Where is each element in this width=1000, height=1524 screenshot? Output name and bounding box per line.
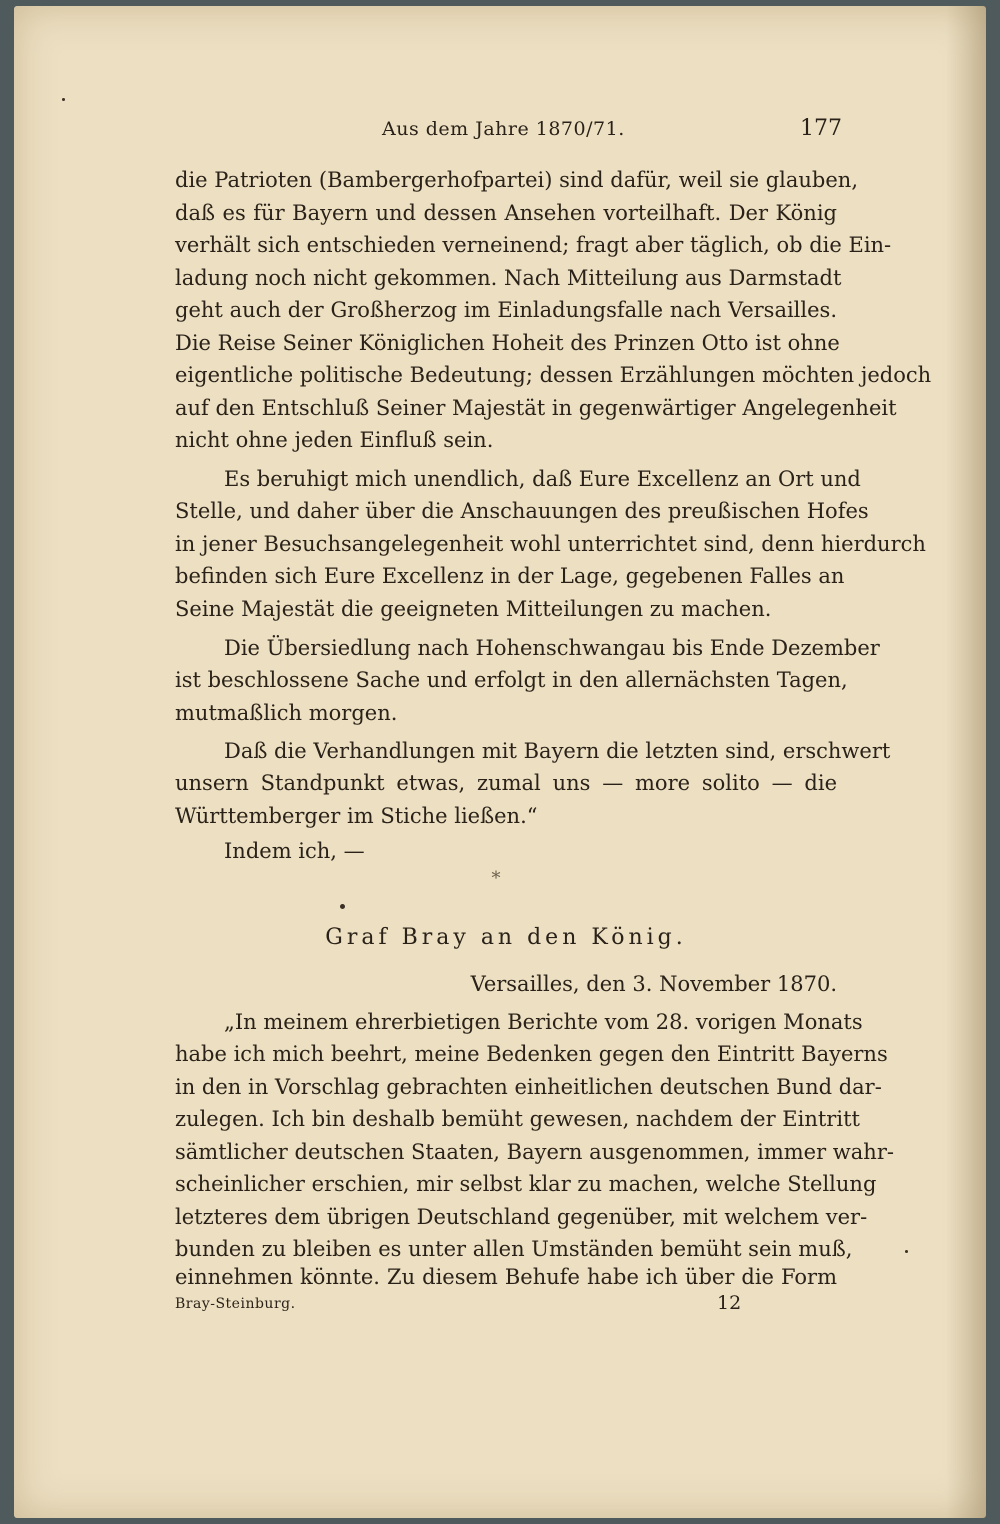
page-number: 177 [800, 116, 842, 141]
text-line: Die Reise Seiner Königlichen Hoheit des Prinzen Otto ist ohne [175, 331, 840, 355]
letter-line: in den in Vorschlag gebrachten einheitlichen deutschen Bund dar- [175, 1075, 882, 1099]
text-line: Die Übersiedlung nach Hohenschwangau bis Ende Dezember [224, 636, 880, 660]
text-line: Indem ich, — [224, 839, 365, 863]
text-line: geht auch der Großherzog im Einladungsfalle nach Versailles. [175, 298, 837, 322]
section-heading: Graf Bray an den König. [325, 925, 687, 950]
text-line: befinden sich Eure Excellenz in der Lage, gegebenen Falles an [175, 564, 845, 588]
ink-speck [905, 1250, 908, 1253]
dateline: Versailles, den 3. November 1870. [470, 972, 837, 996]
section-separator: * [491, 868, 501, 889]
letter-line: sämtlicher deutschen Staaten, Bayern ausgenommen, immer wahr- [175, 1140, 894, 1164]
page-edge-shadow [946, 6, 986, 1518]
text-line: in jener Besuchsangelegenheit wohl unterrichtet sind, denn hierdurch [175, 532, 926, 556]
text-line: ist beschlossene Sache und erfolgt in den allernächsten Tagen, [175, 668, 848, 692]
text-line: auf den Entschluß Seiner Majestät in gegenwärtiger Angelegenheit [175, 396, 897, 420]
text-line: unsern Standpunkt etwas, zumal uns — more solito — die [175, 771, 837, 795]
sheet-number: 12 [717, 1292, 742, 1314]
ink-speck [62, 98, 65, 101]
letter-line: habe ich mich beehrt, meine Bedenken gegen den Eintritt Bayerns [175, 1042, 888, 1066]
text-line: mutmaßlich morgen. [175, 701, 398, 725]
text-line: Es beruhigt mich unendlich, daß Eure Excellenz an Ort und [224, 467, 861, 491]
text-line: die Patrioten (Bambergerhofpartei) sind dafür, weil sie glauben, [175, 168, 859, 192]
letter-line: „In meinem ehrerbietigen Berichte vom 28. vorigen Monats [224, 1010, 863, 1034]
letter-line: bunden zu bleiben es unter allen Umständen bemüht sein muß, [175, 1237, 853, 1261]
letter-line: scheinlicher erschien, mir selbst klar zu machen, welche Stellung [175, 1172, 877, 1196]
ink-speck [340, 904, 345, 909]
footer-signature: Bray-Steinburg. [175, 1296, 296, 1312]
text-line: verhält sich entschieden verneinend; fragt aber täglich, ob die Ein- [175, 233, 892, 257]
letter-line: zulegen. Ich bin deshalb bemüht gewesen, nachdem der Eintritt [175, 1107, 860, 1131]
letter-line: letzteres dem übrigen Deutschland gegenüber, mit welchem ver- [175, 1205, 868, 1229]
text-line: Württemberger im Stiche ließen.“ [175, 804, 538, 828]
page-header [160, 116, 842, 148]
letter-line: einnehmen könnte. Zu diesem Behufe habe ich über die Form [175, 1265, 837, 1289]
text-line: eigentliche politische Bedeutung; dessen Erzählungen möchten jedoch [175, 363, 932, 387]
text-line: ladung noch nicht gekommen. Nach Mitteilung aus Darmstadt [175, 266, 842, 290]
text-line: Daß die Verhandlungen mit Bayern die letzten sind, erschwert [224, 739, 891, 763]
running-title: Aus dem Jahre 1870/71. [382, 118, 625, 140]
text-line: Seine Majestät die geeigneten Mitteilungen zu machen. [175, 597, 772, 621]
text-line: daß es für Bayern und dessen Ansehen vorteilhaft. Der König [175, 201, 837, 225]
text-line: nicht ohne jeden Einfluß sein. [175, 428, 494, 452]
text-line: Stelle, und daher über die Anschauungen des preußischen Hofes [175, 499, 869, 523]
